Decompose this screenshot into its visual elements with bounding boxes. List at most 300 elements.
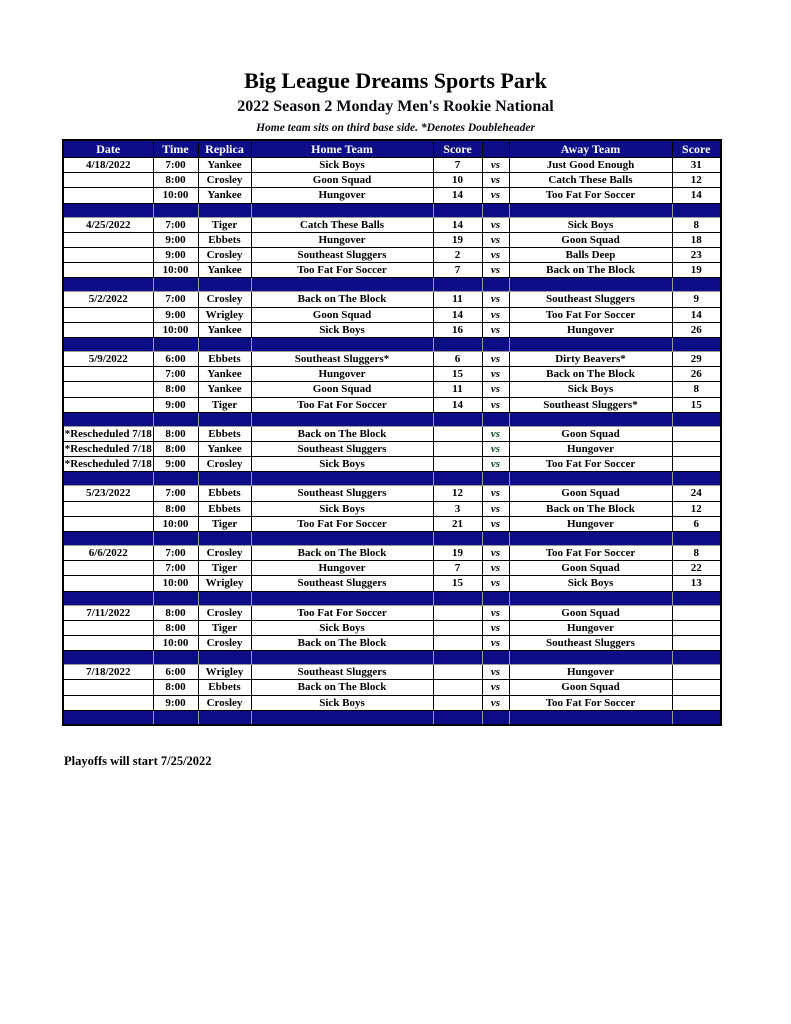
time-cell: 9:00 (153, 457, 198, 472)
away-score-cell (672, 457, 721, 472)
vs-cell: vs (482, 292, 509, 307)
home-score-cell (433, 680, 482, 695)
separator-cell (153, 651, 198, 665)
date-cell: 5/9/2022 (63, 352, 153, 367)
separator-cell (672, 532, 721, 546)
game-row (63, 263, 721, 278)
home-score-cell: 16 (433, 322, 482, 337)
date-cell (63, 248, 153, 263)
vs-cell: vs (482, 636, 509, 651)
away-team-cell: Sick Boys (509, 576, 672, 591)
game-row (63, 576, 721, 591)
schedule-table (62, 139, 722, 726)
away-team-cell: Southeast Sluggers (509, 292, 672, 307)
date-cell: 4/25/2022 (63, 217, 153, 232)
game-row (63, 546, 721, 561)
replica-cell: Crosley (198, 636, 251, 651)
time-cell: 8:00 (153, 605, 198, 620)
date-cell (63, 636, 153, 651)
home-team-cell: Hungover (251, 188, 433, 203)
separator-cell (433, 278, 482, 292)
vs-cell: vs (482, 173, 509, 188)
separator-cell (63, 203, 153, 217)
vs-cell: vs (482, 217, 509, 232)
away-team-cell: Hungover (509, 442, 672, 457)
game-row (63, 352, 721, 367)
home-score-cell: 19 (433, 232, 482, 247)
home-score-cell (433, 695, 482, 710)
replica-cell: Crosley (198, 457, 251, 472)
separator-cell (509, 203, 672, 217)
separator-cell (63, 278, 153, 292)
separator-row (63, 278, 721, 292)
time-cell: 10:00 (153, 636, 198, 651)
home-score-cell (433, 620, 482, 635)
replica-cell: Ebbets (198, 486, 251, 501)
time-cell: 7:00 (153, 217, 198, 232)
away-score-cell (672, 636, 721, 651)
time-cell: 7:00 (153, 292, 198, 307)
date-cell (63, 576, 153, 591)
playoffs-note: Playoffs will start 7/25/2022 (64, 754, 212, 768)
replica-cell: Wrigley (198, 576, 251, 591)
header-time: Time (153, 140, 198, 158)
replica-cell: Crosley (198, 546, 251, 561)
separator-cell (63, 472, 153, 486)
away-team-cell: Goon Squad (509, 605, 672, 620)
header-away-score: Score (672, 140, 721, 158)
separator-cell (63, 710, 153, 725)
home-team-cell: Southeast Sluggers* (251, 352, 433, 367)
separator-cell (251, 591, 433, 605)
separator-cell (198, 412, 251, 426)
separator-cell (251, 472, 433, 486)
game-row (63, 426, 721, 441)
away-team-cell: Too Fat For Soccer (509, 695, 672, 710)
away-score-cell: 6 (672, 516, 721, 531)
home-team-cell: Southeast Sluggers (251, 442, 433, 457)
home-score-cell (433, 665, 482, 680)
separator-cell (482, 472, 509, 486)
game-row (63, 442, 721, 457)
away-team-cell: Hungover (509, 516, 672, 531)
home-team-cell: Sick Boys (251, 695, 433, 710)
date-cell: *Rescheduled 7/18 (64, 443, 152, 456)
home-score-cell: 10 (433, 173, 482, 188)
separator-cell (482, 412, 509, 426)
home-team-cell: Back on The Block (251, 636, 433, 651)
game-row (63, 665, 721, 680)
game-row (63, 516, 721, 531)
game-row (63, 501, 721, 516)
vs-cell: vs (482, 486, 509, 501)
vs-cell: vs (482, 546, 509, 561)
home-score-cell (433, 426, 482, 441)
game-row (63, 680, 721, 695)
separator-cell (482, 338, 509, 352)
home-team-cell: Too Fat For Soccer (251, 516, 433, 531)
vs-cell: vs (482, 426, 509, 441)
replica-cell: Tiger (198, 217, 251, 232)
date-cell (63, 561, 153, 576)
home-score-cell: 11 (433, 292, 482, 307)
header-row (63, 140, 721, 158)
vs-cell: vs (482, 158, 509, 173)
time-cell: 7:00 (153, 546, 198, 561)
time-cell: 6:00 (153, 352, 198, 367)
time-cell: 9:00 (153, 397, 198, 412)
date-cell (63, 232, 153, 247)
separator-cell (509, 338, 672, 352)
header-home-score: Score (433, 140, 482, 158)
away-team-cell: Sick Boys (509, 217, 672, 232)
replica-cell: Tiger (198, 397, 251, 412)
separator-cell (672, 338, 721, 352)
separator-cell (153, 532, 198, 546)
separator-cell (198, 203, 251, 217)
time-cell: 8:00 (153, 501, 198, 516)
away-score-cell: 15 (672, 397, 721, 412)
vs-cell: vs (482, 516, 509, 531)
vs-cell: vs (482, 665, 509, 680)
away-team-cell: Too Fat For Soccer (509, 457, 672, 472)
replica-cell: Wrigley (198, 665, 251, 680)
game-row (63, 158, 721, 173)
replica-cell: Ebbets (198, 501, 251, 516)
home-team-cell: Hungover (251, 561, 433, 576)
away-score-cell: 19 (672, 263, 721, 278)
time-cell: 8:00 (153, 620, 198, 635)
time-cell: 9:00 (153, 232, 198, 247)
game-row (63, 486, 721, 501)
home-team-cell: Sick Boys (251, 322, 433, 337)
separator-row (63, 591, 721, 605)
date-cell (63, 322, 153, 337)
away-score-cell: 13 (672, 576, 721, 591)
home-score-cell: 21 (433, 516, 482, 531)
date-cell (63, 367, 153, 382)
replica-cell: Tiger (198, 516, 251, 531)
home-score-cell: 2 (433, 248, 482, 263)
separator-cell (433, 591, 482, 605)
home-team-cell: Goon Squad (251, 307, 433, 322)
separator-cell (63, 532, 153, 546)
separator-cell (153, 710, 198, 725)
date-cell (63, 263, 153, 278)
replica-cell: Yankee (198, 322, 251, 337)
vs-cell: vs (482, 457, 509, 472)
home-score-cell (433, 636, 482, 651)
date-cell: 7/18/2022 (63, 665, 153, 680)
game-row (63, 292, 721, 307)
separator-cell (198, 338, 251, 352)
time-cell: 6:00 (153, 665, 198, 680)
replica-cell: Crosley (198, 248, 251, 263)
separator-cell (433, 710, 482, 725)
away-score-cell (672, 620, 721, 635)
date-cell: 4/18/2022 (63, 158, 153, 173)
date-cell (63, 307, 153, 322)
vs-cell: vs (482, 382, 509, 397)
game-row (63, 695, 721, 710)
replica-cell: Yankee (198, 158, 251, 173)
separator-cell (63, 651, 153, 665)
separator-cell (672, 203, 721, 217)
separator-cell (672, 591, 721, 605)
vs-cell: vs (482, 605, 509, 620)
away-score-cell: 8 (672, 546, 721, 561)
away-score-cell: 22 (672, 561, 721, 576)
separator-cell (482, 651, 509, 665)
away-score-cell: 31 (672, 158, 721, 173)
separator-cell (153, 591, 198, 605)
home-score-cell: 12 (433, 486, 482, 501)
away-team-cell: Goon Squad (509, 486, 672, 501)
home-team-cell: Sick Boys (251, 457, 433, 472)
away-team-cell: Balls Deep (509, 248, 672, 263)
separator-cell (251, 532, 433, 546)
separator-cell (433, 651, 482, 665)
away-score-cell: 18 (672, 232, 721, 247)
separator-cell (482, 278, 509, 292)
away-score-cell: 26 (672, 322, 721, 337)
home-score-cell: 7 (433, 263, 482, 278)
game-row (63, 636, 721, 651)
game-row (63, 188, 721, 203)
separator-cell (509, 412, 672, 426)
home-team-cell: Sick Boys (251, 158, 433, 173)
home-team-cell: Southeast Sluggers (251, 486, 433, 501)
header-vs (482, 140, 509, 158)
separator-cell (153, 203, 198, 217)
separator-row (63, 338, 721, 352)
separator-cell (482, 591, 509, 605)
away-team-cell: Just Good Enough (509, 158, 672, 173)
home-score-cell (433, 457, 482, 472)
replica-cell: Ebbets (198, 426, 251, 441)
separator-cell (153, 412, 198, 426)
separator-cell (672, 710, 721, 725)
time-cell: 8:00 (153, 382, 198, 397)
separator-cell (433, 203, 482, 217)
replica-cell: Yankee (198, 382, 251, 397)
home-score-cell: 19 (433, 546, 482, 561)
game-row (63, 322, 721, 337)
separator-cell (153, 278, 198, 292)
home-team-cell: Too Fat For Soccer (251, 397, 433, 412)
home-team-cell: Southeast Sluggers (251, 576, 433, 591)
away-score-cell: 8 (672, 217, 721, 232)
date-cell (63, 620, 153, 635)
game-row (63, 307, 721, 322)
separator-cell (198, 651, 251, 665)
vs-cell: vs (482, 188, 509, 203)
game-row (63, 232, 721, 247)
replica-cell: Crosley (198, 173, 251, 188)
home-team-note: Home team sits on third base side. *Denotes Doubleheader (256, 122, 535, 134)
away-team-cell: Goon Squad (509, 561, 672, 576)
separator-row (63, 412, 721, 426)
away-team-cell: Southeast Sluggers* (509, 397, 672, 412)
home-team-cell: Back on The Block (251, 292, 433, 307)
time-cell: 8:00 (153, 442, 198, 457)
game-row (63, 367, 721, 382)
separator-cell (433, 532, 482, 546)
vs-cell: vs (482, 442, 509, 457)
home-team-cell: Back on The Block (251, 426, 433, 441)
home-team-cell: Sick Boys (251, 501, 433, 516)
home-team-cell: Southeast Sluggers (251, 248, 433, 263)
date-cell: 5/23/2022 (63, 486, 153, 501)
away-score-cell: 29 (672, 352, 721, 367)
away-team-cell: Too Fat For Soccer (509, 546, 672, 561)
date-cell: 7/11/2022 (63, 605, 153, 620)
away-team-cell: Hungover (509, 665, 672, 680)
home-score-cell: 6 (433, 352, 482, 367)
vs-cell: vs (482, 367, 509, 382)
replica-cell: Crosley (198, 292, 251, 307)
vs-cell: vs (482, 680, 509, 695)
time-cell: 9:00 (153, 248, 198, 263)
game-row (63, 217, 721, 232)
vs-cell: vs (482, 620, 509, 635)
home-team-cell: Too Fat For Soccer (251, 263, 433, 278)
separator-cell (198, 532, 251, 546)
separator-row (63, 651, 721, 665)
page-subtitle: 2022 Season 2 Monday Men's Rookie National (237, 98, 554, 115)
away-team-cell: Hungover (509, 620, 672, 635)
date-cell (63, 188, 153, 203)
home-team-cell: Goon Squad (251, 382, 433, 397)
game-row (63, 248, 721, 263)
away-score-cell: 14 (672, 307, 721, 322)
home-team-cell: Back on The Block (251, 546, 433, 561)
home-score-cell: 15 (433, 367, 482, 382)
date-cell: *Rescheduled 7/18 (64, 427, 152, 440)
separator-cell (63, 412, 153, 426)
time-cell: 8:00 (153, 426, 198, 441)
time-cell: 7:00 (153, 561, 198, 576)
away-score-cell: 23 (672, 248, 721, 263)
game-row (63, 397, 721, 412)
time-cell: 7:00 (153, 367, 198, 382)
separator-cell (509, 651, 672, 665)
separator-row (63, 532, 721, 546)
home-score-cell: 15 (433, 576, 482, 591)
separator-row (63, 710, 721, 725)
replica-cell: Crosley (198, 695, 251, 710)
date-cell (63, 695, 153, 710)
time-cell: 7:00 (153, 158, 198, 173)
replica-cell: Yankee (198, 367, 251, 382)
header-away-team: Away Team (509, 140, 672, 158)
vs-cell: vs (482, 695, 509, 710)
separator-cell (672, 278, 721, 292)
separator-row (63, 203, 721, 217)
separator-cell (198, 472, 251, 486)
away-score-cell: 8 (672, 382, 721, 397)
separator-cell (509, 278, 672, 292)
away-team-cell: Southeast Sluggers (509, 636, 672, 651)
home-team-cell: Hungover (251, 232, 433, 247)
game-row (63, 561, 721, 576)
home-score-cell: 14 (433, 307, 482, 322)
date-cell: 5/2/2022 (63, 292, 153, 307)
vs-cell: vs (482, 576, 509, 591)
home-team-cell: Too Fat For Soccer (251, 605, 433, 620)
home-score-cell: 14 (433, 217, 482, 232)
time-cell: 10:00 (153, 188, 198, 203)
separator-cell (433, 472, 482, 486)
home-score-cell (433, 605, 482, 620)
home-team-cell: Goon Squad (251, 173, 433, 188)
game-row (63, 457, 721, 472)
separator-cell (251, 278, 433, 292)
home-team-cell: Hungover (251, 367, 433, 382)
home-score-cell: 11 (433, 382, 482, 397)
date-cell (63, 173, 153, 188)
vs-cell: vs (482, 307, 509, 322)
home-score-cell (433, 442, 482, 457)
game-row (63, 620, 721, 635)
date-cell (63, 397, 153, 412)
vs-cell: vs (482, 263, 509, 278)
vs-cell: vs (482, 561, 509, 576)
time-cell: 8:00 (153, 680, 198, 695)
away-team-cell: Goon Squad (509, 680, 672, 695)
separator-cell (509, 710, 672, 725)
page-title: Big League Dreams Sports Park (244, 68, 547, 93)
away-score-cell: 26 (672, 367, 721, 382)
time-cell: 9:00 (153, 695, 198, 710)
vs-cell: vs (482, 248, 509, 263)
date-cell (63, 516, 153, 531)
away-score-cell (672, 426, 721, 441)
date-cell (63, 680, 153, 695)
separator-cell (251, 412, 433, 426)
separator-cell (482, 532, 509, 546)
replica-cell: Tiger (198, 620, 251, 635)
away-team-cell: Goon Squad (509, 426, 672, 441)
replica-cell: Wrigley (198, 307, 251, 322)
away-score-cell (672, 695, 721, 710)
away-score-cell: 24 (672, 486, 721, 501)
date-cell: *Rescheduled 7/18 (64, 458, 152, 471)
home-team-cell: Back on The Block (251, 680, 433, 695)
separator-row (63, 472, 721, 486)
date-cell (63, 382, 153, 397)
away-score-cell: 12 (672, 173, 721, 188)
replica-cell: Ebbets (198, 232, 251, 247)
away-team-cell: Back on The Block (509, 501, 672, 516)
time-cell: 7:00 (153, 486, 198, 501)
separator-cell (63, 591, 153, 605)
away-score-cell (672, 680, 721, 695)
date-cell (63, 501, 153, 516)
separator-cell (63, 338, 153, 352)
separator-cell (251, 651, 433, 665)
time-cell: 9:00 (153, 307, 198, 322)
vs-cell: vs (482, 322, 509, 337)
separator-cell (251, 203, 433, 217)
vs-cell: vs (482, 397, 509, 412)
away-team-cell: Sick Boys (509, 382, 672, 397)
vs-cell: vs (482, 501, 509, 516)
time-cell: 10:00 (153, 576, 198, 591)
separator-cell (433, 412, 482, 426)
time-cell: 8:00 (153, 173, 198, 188)
vs-cell: vs (482, 232, 509, 247)
